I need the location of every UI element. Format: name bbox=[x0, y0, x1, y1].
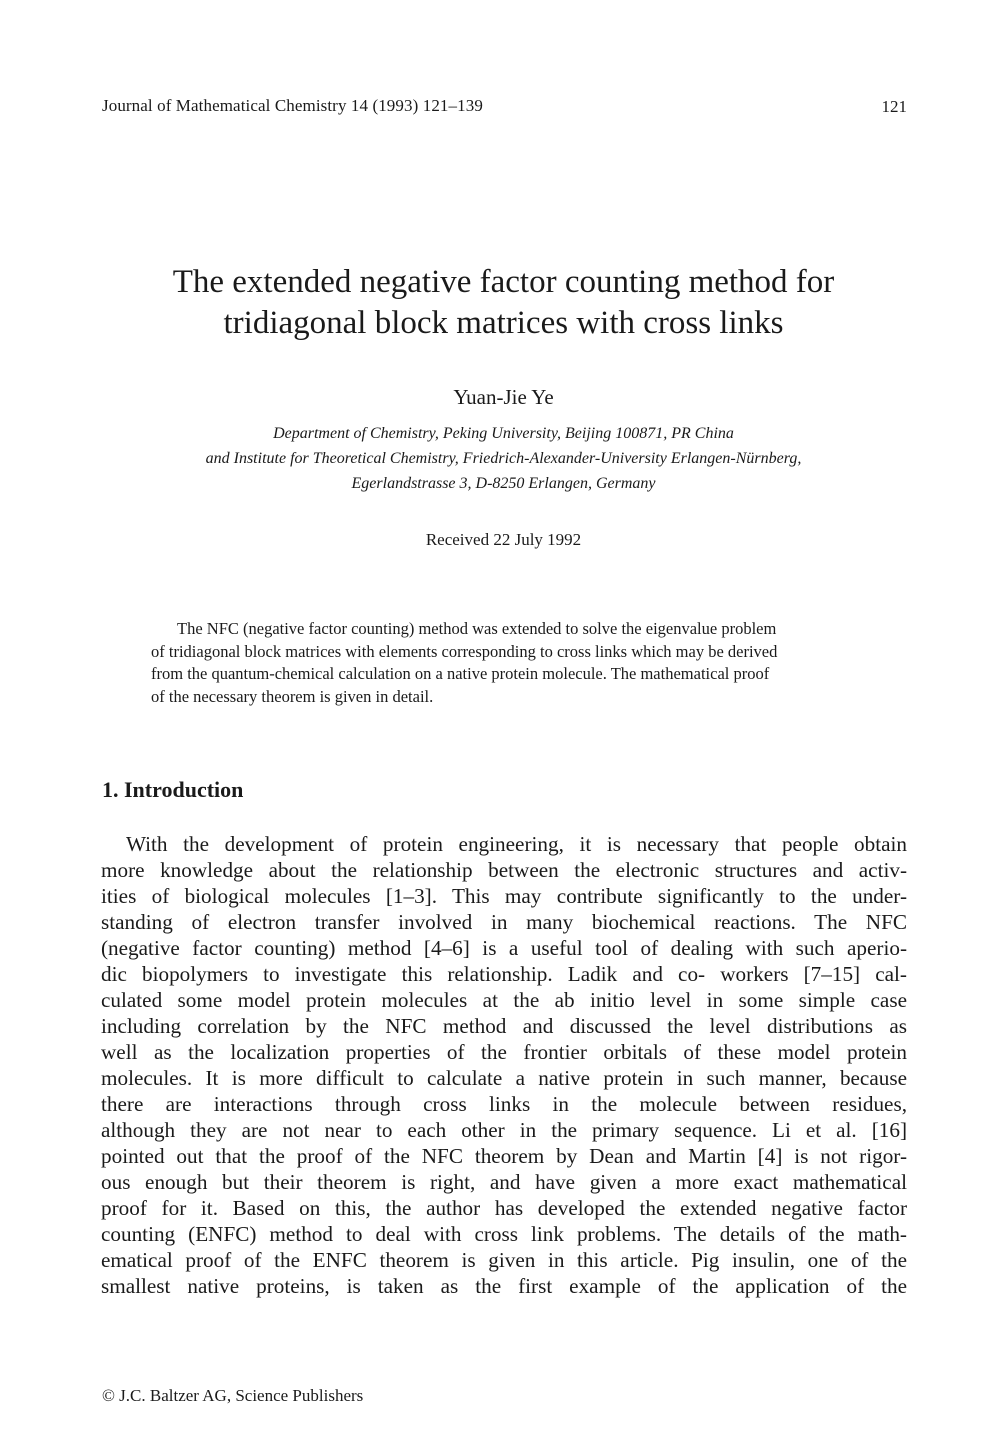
body-line: proof for it. Based on this, the author has developed the extended negative factor bbox=[101, 1196, 907, 1220]
abstract bbox=[151, 618, 907, 708]
body-line: standing of electron transfer involved in many biochemical reactions. The NFC bbox=[101, 910, 907, 934]
abstract-line: The NFC (negative factor counting) method was extended to solve the eigenvalue problem bbox=[177, 619, 777, 638]
body-line: molecules. It is more difficult to calculate a native protein in such manner, because bbox=[101, 1066, 907, 1090]
body-line: culated some model protein molecules at the ab initio level in some simple case bbox=[101, 988, 907, 1012]
author-name: Yuan-Jie Ye bbox=[453, 385, 554, 409]
abstract-line: of the necessary theorem is given in detail. bbox=[151, 686, 434, 706]
section-heading-introduction: 1. Introduction bbox=[102, 777, 244, 802]
copyright-footer: © J.C. Baltzer AG, Science Publishers bbox=[102, 1386, 364, 1405]
body-line: pointed out that the proof of the NFC theorem by Dean and Martin [4] is not rigor- bbox=[101, 1144, 907, 1168]
body-line: although they are not near to each other in the primary sequence. Li et al. [16] bbox=[101, 1118, 907, 1142]
paper-title bbox=[100, 262, 907, 344]
body-line: smallest native proteins, is taken as the first example of the application of the bbox=[101, 1274, 907, 1298]
page-number: 121 bbox=[881, 97, 907, 116]
body-line: well as the localization properties of the frontier orbitals of these model protein bbox=[101, 1040, 907, 1064]
body-line: ematical proof of the ENFC theorem is given in this article. Pig insulin, one of the bbox=[101, 1248, 907, 1272]
abstract-line: from the quantum-chemical calculation on a native protein molecule. The mathematical proof bbox=[151, 664, 770, 683]
body-line: ities of biological molecules [1–3]. This may contribute significantly to the under- bbox=[101, 884, 907, 908]
body-line: With the development of protein engineering, it is necessary that people obtain bbox=[126, 832, 907, 856]
affiliation-line-3: Egerlandstrasse 3, D-8250 Erlangen, Germany bbox=[351, 475, 656, 492]
introduction-body bbox=[101, 831, 907, 1299]
body-line: there are interactions through cross links in the molecule between residues, bbox=[101, 1092, 907, 1116]
body-line: dic biopolymers to investigate this relationship. Ladik and co- workers [7–15] cal- bbox=[101, 962, 907, 986]
body-line: counting (ENFC) method to deal with cross link problems. The details of the math- bbox=[101, 1222, 907, 1246]
affiliation-line-1: Department of Chemistry, Peking University, Beijing 100871, PR China bbox=[273, 425, 734, 442]
received-date: Received 22 July 1992 bbox=[425, 530, 582, 549]
body-line: (negative factor counting) method [4–6] is a useful tool of dealing with such aperio- bbox=[101, 936, 907, 960]
body-line: ous enough but their theorem is right, and have given a more exact mathematical bbox=[101, 1170, 907, 1194]
abstract-line: of tridiagonal block matrices with elements corresponding to cross links which may be derived bbox=[151, 641, 778, 661]
body-line: more knowledge about the relationship between the electronic structures and activ- bbox=[101, 858, 907, 882]
journal-running-head: Journal of Mathematical Chemistry 14 (1993) 121–139 bbox=[102, 96, 483, 115]
author-affiliation bbox=[100, 421, 907, 496]
affiliation-line-2: and Institute for Theoretical Chemistry, Friedrich-Alexander-University Erlangen-Nürnberg, bbox=[205, 450, 802, 467]
title-line-1: The extended negative factor counting method for bbox=[172, 264, 835, 300]
title-line-2: tridiagonal block matrices with cross links bbox=[223, 305, 784, 341]
body-line: including correlation by the NFC method and discussed the level distributions as bbox=[101, 1014, 907, 1038]
